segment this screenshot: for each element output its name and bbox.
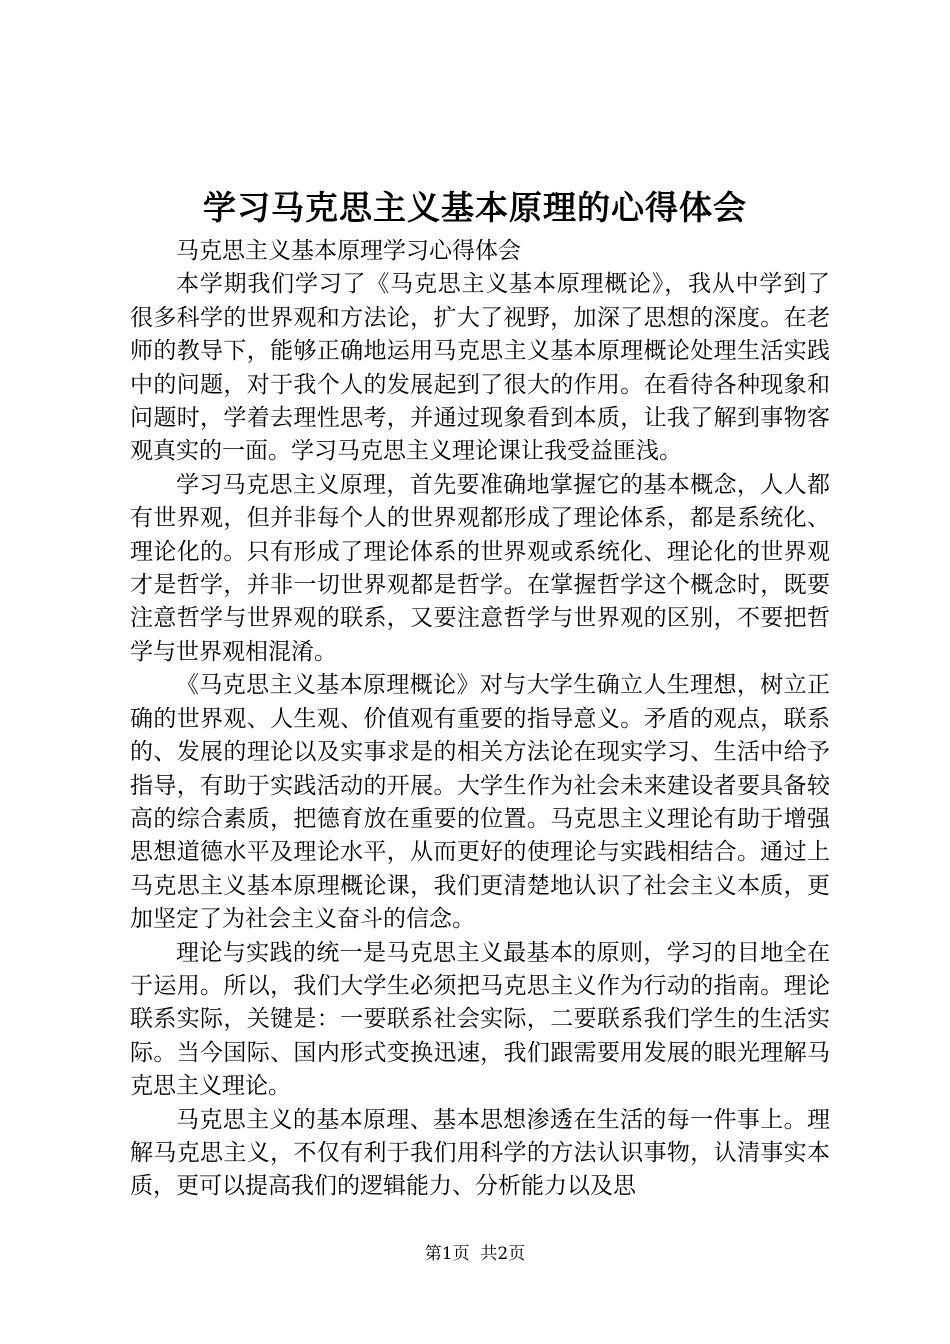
page-number: 第1页 共2页 bbox=[424, 1244, 526, 1264]
document-subtitle: 马克思主义基本原理学习心得体会 bbox=[176, 238, 521, 264]
paragraph-4: 理论与实践的统一是马克思主义最基本的原则，学习的目地全在于运用。所以，我们大学生必须把马克思主义作为行动的指南。理论联系实际，关键是：一要联系社会实际，二要联系我们学生的生活实际。当今国际、国内形式变换迅速，我们跟需要用发展的眼光理解马克思主义理论。 bbox=[130, 939, 830, 1100]
paragraph-2: 学习马克思主义原理，首先要准确地掌握它的基本概念，人人都有世界观，但并非每个人的世界观都形成了理论体系，都是系统化、理论化的。只有形成了理论体系的世界观或系统化、理论化的世界观才是哲学，并非一切世界观都是哲学。在掌握哲学这个概念时，既要注意哲学与世界观的联系，又要注意哲学与世界观的区别，不要把哲学与世界观相混淆。 bbox=[130, 471, 830, 665]
paragraph-1: 本学期我们学习了《马克思主义基本原理概论》，我从中学到了很多科学的世界观和方法论，扩大了视野，加深了思想的深度。在老师的教导下，能够正确地运用马克思主义基本原理概论处理生活实践中的问题，对于我个人的发展起到了很大的作用。在看待各种现象和问题时，学着去理性思考，并通过现象看到本质，让我了解到事物客观真实的一面。学习马克思主义理论课让我受益匪浅。 bbox=[130, 271, 830, 465]
paragraph-5: 马克思主义的基本原理、基本思想渗透在生活的每一件事上。理解马克思主义，不仅有利于我们用科学的方法认识事物，认清事实本质，更可以提高我们的逻辑能力、分析能力以及思 bbox=[130, 1106, 830, 1200]
document-title: 学习马克思主义基本原理的心得体会 bbox=[203, 188, 747, 227]
page-footer bbox=[0, 1242, 950, 1266]
document-body bbox=[130, 235, 830, 1204]
paragraph-3: 《马克思主义基本原理概论》对与大学生确立人生理想，树立正确的世界观、人生观、价值观有重要的指导意义。矛盾的观点，联系的、发展的理论以及实事求是的相关方法论在现实学习、生活中给予指导，有助于实践活动的开展。大学生作为社会未来建设者要具备较高的综合素质，把德育放在重要的位置。马克思主义理论有助于增强思想道德水平及理论水平，从而更好的使理论与实践相结合。通过上马克思主义基本原理概论课，我们更清楚地认识了社会主义本质，更加坚定了为社会主义奋斗的信念。 bbox=[130, 672, 830, 933]
